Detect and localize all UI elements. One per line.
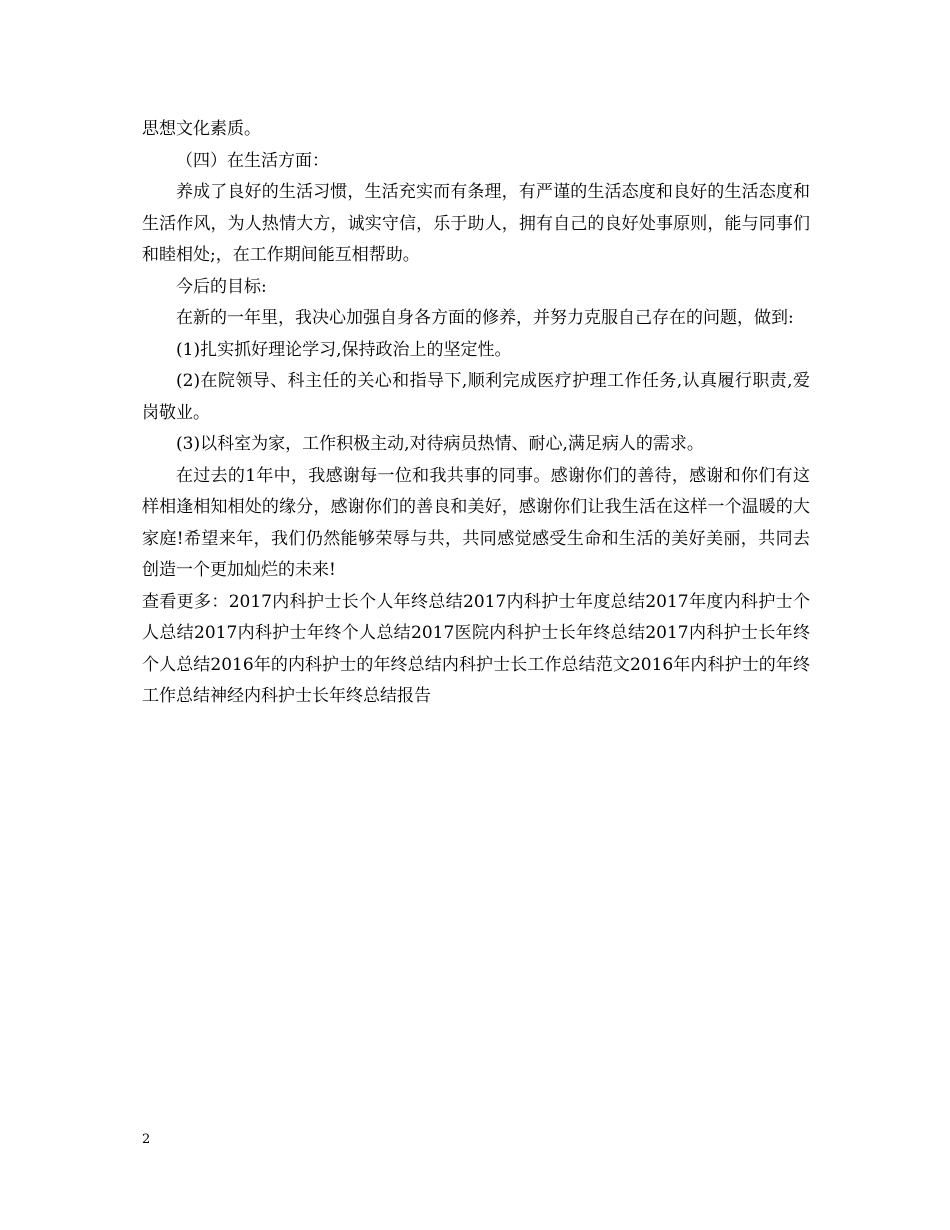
section-heading-goals: 今后的目标: <box>176 276 267 297</box>
document-body <box>142 114 810 713</box>
goal-item-3: (3)以科室为家，工作积极主动,对待病员热情、耐心,满足病人的需求。 <box>176 434 704 454</box>
paragraph-thanks: 在过去的1年中，我感谢每一位和我共事的同事。感谢你们的善待，感谢和你们有这样相逢相知相处的缘分，感谢你们的善良和美好，感谢你们让我生活在这样一个温暖的大家庭!希望来年，我们仍然能够荣辱与共，共同感觉感受生命和生活的美好美丽，共同去创造一个更加灿烂的未来! <box>142 465 810 580</box>
paragraph-new-year: 在新的一年里，我决心加强自身各方面的修养，并努力克服自己存在的问题，做到: <box>176 308 794 328</box>
goal-item-2: (2)在院领导、科主任的关心和指导下,顺利完成医疗护理工作任务,认真履行职责,爱岗敬业。 <box>142 371 810 423</box>
page-number: 2 <box>142 1132 151 1147</box>
goal-item-1: (1)扎实抓好理论学习,保持政治上的坚定性。 <box>176 339 512 360</box>
paragraph-thought-culture: 思想文化素质。 <box>142 119 261 139</box>
see-more-links: 查看更多：2017内科护士长个人年终总结2017内科护士年度总结2017年度内科护士个人总结2017内科护士年终个人总结2017医院内科护士长年终总结2017内科护士长年终个人总结2016年的内科护士的年终总结内科护士长工作总结范文2016年内科护士的年终工作总结神经内科护士长年终总结报告 <box>142 591 810 706</box>
section-heading-life: （四）在生活方面： <box>176 150 329 171</box>
paragraph-life-habits: 养成了良好的生活习惯，生活充实而有条理，有严谨的生活态度和良好的生活态度和生活作风，为人热情大方，诚实守信，乐于助人，拥有自己的良好处事原则，能与同事们和睦相处;，在工作期间能互相帮助。 <box>142 182 810 265</box>
